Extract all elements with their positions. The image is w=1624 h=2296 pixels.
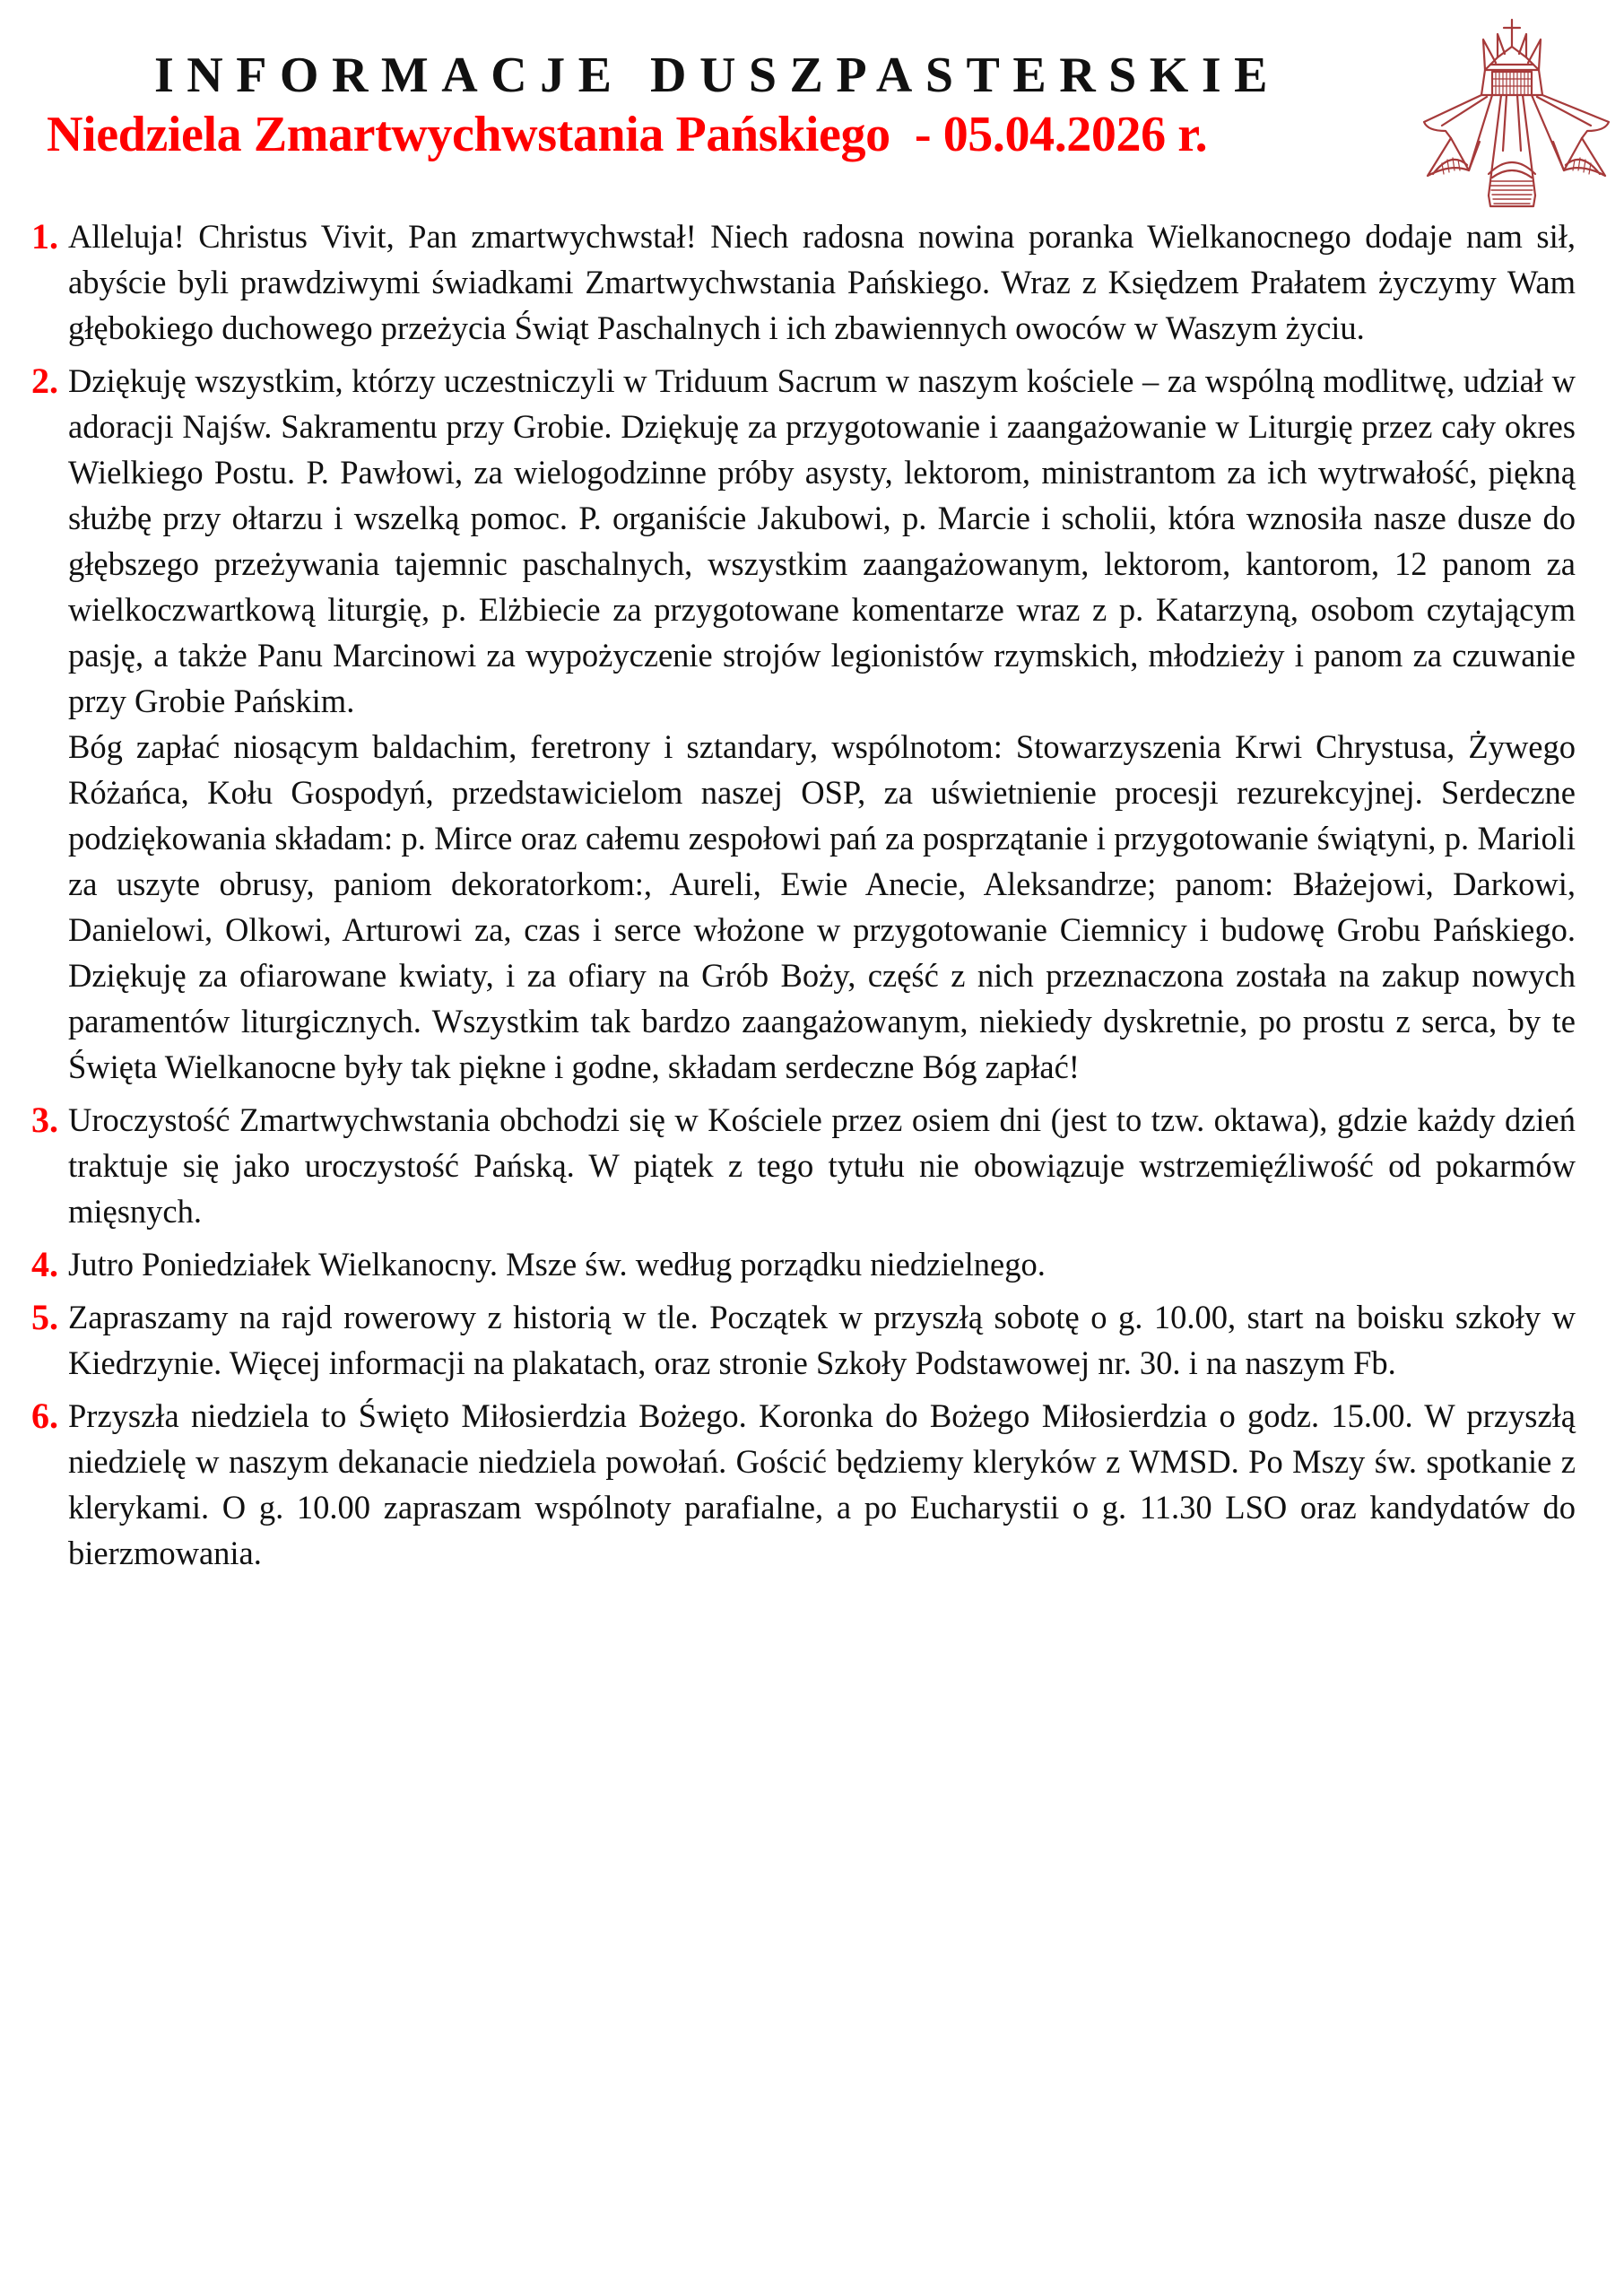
announcement-item xyxy=(31,1294,1576,1386)
announcement-text-continued: Bóg zapłać niosącym baldachim, feretrony i sztandary, wspólnotom: Stowarzyszenia Krwi Chrystusa, Żywego Różańca, Kołu Gospodyń, przedstawicielom naszej OSP, za uświetnienie procesji rezurekcyjnej. Serdeczne podziękowania składam: p. Mirce oraz całemu zespołowi pań za posprzątanie i przygotowanie świątyni, p. Marioli za uszyte obrusy, paniom dekoratorkom:, Aureli, Ewie Anecie, Aleksandrze; panom: Błażejowi, Darkowi, Danielowi, Olkowi, Arturowi za, czas i serce włożone w przygotowanie Ciemnicy i budowę Grobu Pańskiego. Dziękuję za ofiarowane kwiaty, i za ofiary na Grób Boży, część z nich przeznaczona została na zakup nowych paramentów liturgicznych. Wszystkim tak bardzo zaangażowanym, niekiedy dyskretnie, po prostu z serca, by te Święta Wielkanocne były tak piękne i godne, składam serdeczne Bóg zapłać! xyxy=(68,728,1576,1085)
page-title: INFORMACJE DUSZPASTERSKIE xyxy=(153,48,1281,103)
announcement-item xyxy=(31,1241,1576,1287)
announcements-list xyxy=(31,213,1576,1583)
announcement-number: 4. xyxy=(31,1244,58,1284)
announcement-item xyxy=(31,213,1576,351)
announcement-number: 2. xyxy=(31,361,58,401)
announcement-number: 1. xyxy=(31,216,58,257)
announcement-text: Alleluja! Christus Vivit, Pan zmartwychwstał! Niech radosna nowina poranka Wielkanocnego dodaje nam sił, abyście byli prawdziwymi świadkami Zmartwychwstania Pańskiego. Wraz z Księdzem Prałatem życzymy Wam głębokiego duchowego przeżycia Świąt Paschalnych i ich zbawiennych owoców w Waszym życiu. xyxy=(68,218,1576,346)
announcement-text: Przyszła niedziela to Święto Miłosierdzia Bożego. Koronka do Bożego Miłosierdzia o godz. 15.00. W przyszłą niedzielę w naszym dekanacie niedziela powołań. Gościć będziemy kleryków z WMSD. Po Mszy św. spotkanie z klerykami. O g. 10.00 zapraszam wspólnoty parafialne, a po Eucharystii o g. 11.30 LSO oraz kandydatów do bierzmowania. xyxy=(68,1397,1576,1571)
page-header xyxy=(0,0,1624,215)
announcement-item xyxy=(31,1097,1576,1234)
announcement-number: 5. xyxy=(31,1297,58,1337)
announcement-text: Uroczystość Zmartwychwstania obchodzi się w Kościele przez osiem dni (jest to tzw. oktawa), gdzie każdy dzień traktuje się jako uroczystość Pańską. W piątek z tego tytułu nie obowiązuje wstrzemięźliwość od pokarmów mięsnych. xyxy=(68,1101,1576,1230)
announcement-text: Dziękuję wszystkim, którzy uczestniczyli w Triduum Sacrum w naszym kościele – za wspólną modlitwę, udział w adoracji Najśw. Sakramentu przy Grobie. Dziękuję za przygotowanie i zaangażowanie w Liturgię przez cały okres Wielkiego Postu. P. Pawłowi, za wielogodzinne próby asysty, lektorom, ministrantom za ich wytrwałość, piękną służbę przy ołtarzu i wszelką pomoc. P. organiście Jakubowi, p. Marcie i scholii, która wznosiła nasze dusze do głębszego przeżywania tajemnic paschalnych, wszystkim zaangażowanym, lektorom, kantorom, 12 panom za wielkoczwartkową liturgię, p. Elżbiecie za przygotowane komentarze wraz z p. Katarzyną, osobom czytającym pasję, a także Panu Marcinowi za wypożyczenie strojów legionistów rzymskich, młodzieży i panom za czuwanie przy Grobie Pańskim. xyxy=(68,362,1576,719)
announcement-item xyxy=(31,1393,1576,1576)
announcement-text: Zapraszamy na rajd rowerowy z historią w tle. Początek w przyszłą sobotę o g. 10.00, start na boisku szkoły w Kiedrzynie. Więcej informacji na plakatach, oraz stronie Szkoły Podstawowej nr. 30. i na naszym Fb. xyxy=(68,1299,1576,1381)
page-subtitle: Niedziela Zmartwychwstania Pańskiego - 05.04.2026 r. xyxy=(47,107,1208,162)
church-building-icon xyxy=(1415,16,1618,208)
announcement-item xyxy=(31,358,1576,1090)
announcement-number: 3. xyxy=(31,1100,58,1140)
announcement-number: 6. xyxy=(31,1396,58,1436)
announcement-text: Jutro Poniedziałek Wielkanocny. Msze św. według porządku niedzielnego. xyxy=(68,1246,1046,1283)
